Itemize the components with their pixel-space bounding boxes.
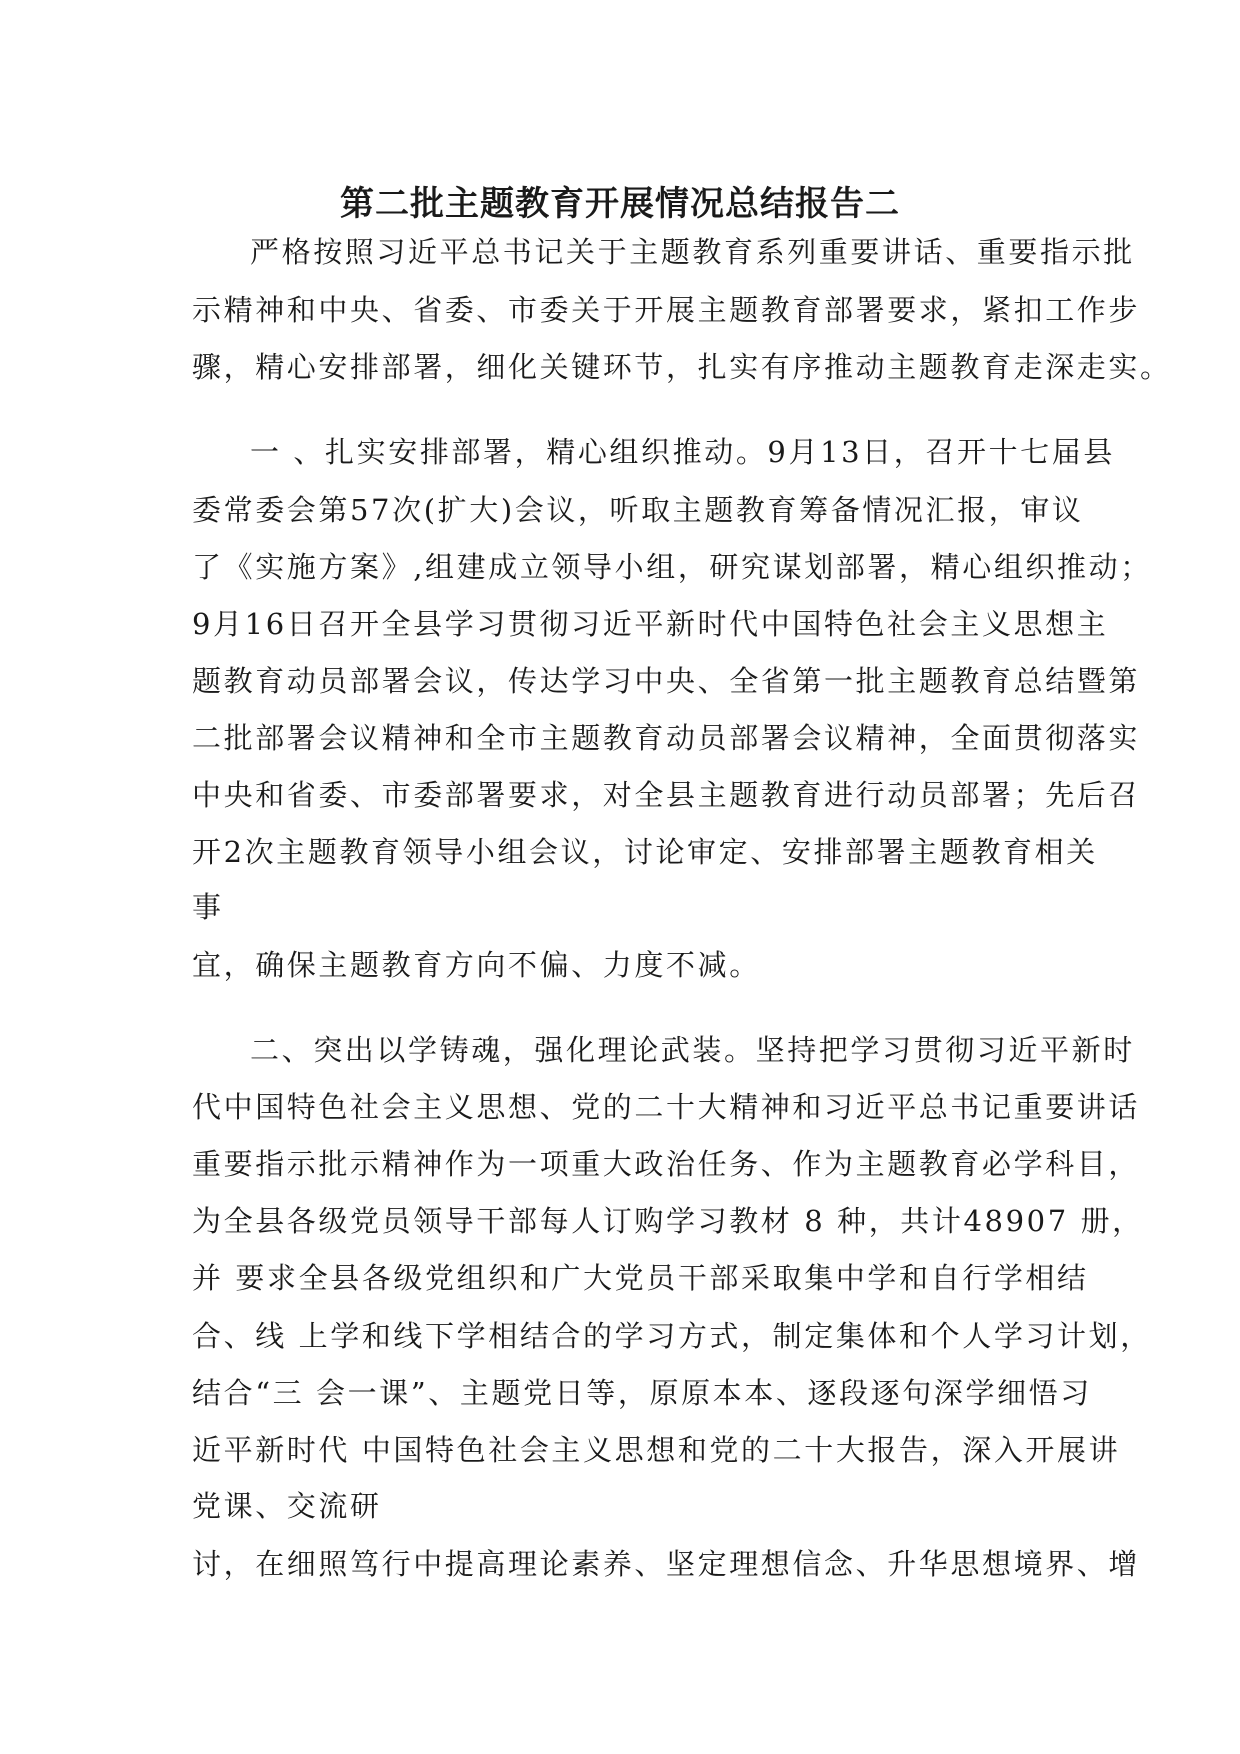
document-title: 第二批主题教育开展情况总结报告二: [340, 184, 900, 224]
paragraph-line: 事: [192, 890, 224, 924]
paragraph-line: 9月16日召开全县学习贯彻习近平新时代中国特色社会主义思想主: [192, 607, 1109, 641]
paragraph-line: 严格按照习近平总书记关于主题教育系列重要讲话、重要指示批: [250, 235, 1135, 269]
paragraph-line: 题教育动员部署会议，传达学习中央、全省第一批主题教育总结暨第: [192, 664, 1141, 698]
paragraph-line: 开2次主题教育领导小组会议，讨论审定、安排部署主题教育相关: [192, 835, 1098, 869]
paragraph-line: 代中国特色社会主义思想、党的二十大精神和习近平总书记重要讲话: [192, 1090, 1141, 1124]
paragraph-line: 二批部署会议精神和全市主题教育动员部署会议精神，全面贯彻落实: [192, 721, 1141, 755]
paragraph-line: 讨，在细照笃行中提高理论素养、坚定理想信念、升华思想境界、增: [192, 1547, 1141, 1581]
paragraph-line: 示精神和中央、省委、市委关于开展主题教育部署要求，紧扣工作步: [192, 293, 1141, 327]
paragraph-line: 结合“三 会一课”、主题党日等，原原本本、逐段逐句深学细悟习: [192, 1376, 1092, 1410]
paragraph-line: 重要指示批示精神作为一项重大政治任务、作为主题教育必学科目，: [192, 1147, 1141, 1181]
paragraph-line: 骤，精心安排部署，细化关键环节，扎实有序推动主题教育走深走实。: [192, 350, 1172, 384]
paragraph-line: 并 要求全县各级党组织和广大党员干部采取集中学和自行学相结: [192, 1261, 1089, 1295]
paragraph-line: 了《实施方案》,组建成立领导小组，研究谋划部署，精心组织推动；: [192, 550, 1152, 584]
paragraph-line: 近平新时代 中国特色社会主义思想和党的二十大报告，深入开展讲: [192, 1433, 1121, 1467]
paragraph-line: 为全县各级党员领导干部每人订购学习教材 8 种，共计48907 册，: [192, 1204, 1144, 1238]
paragraph-line: 宜，确保主题教育方向不偏、力度不减。: [192, 948, 761, 982]
paragraph-line: 二、突出以学铸魂，强化理论武装。坚持把学习贯彻习近平新时: [250, 1033, 1135, 1067]
paragraph-line: 一 、扎实安排部署，精心组织推动。9月13日，召开十七届县: [250, 435, 1115, 469]
paragraph-line: 中央和省委、市委部署要求，对全县主题教育进行动员部署；先后召: [192, 778, 1141, 812]
paragraph-line: 合、线 上学和线下学相结合的学习方式，制定集体和个人学习计划，: [192, 1319, 1152, 1353]
paragraph-line: 委常委会第57次(扩大)会议，听取主题教育筹备情况汇报，审议: [192, 493, 1084, 527]
paragraph-line: 党课、交流研: [192, 1489, 382, 1523]
